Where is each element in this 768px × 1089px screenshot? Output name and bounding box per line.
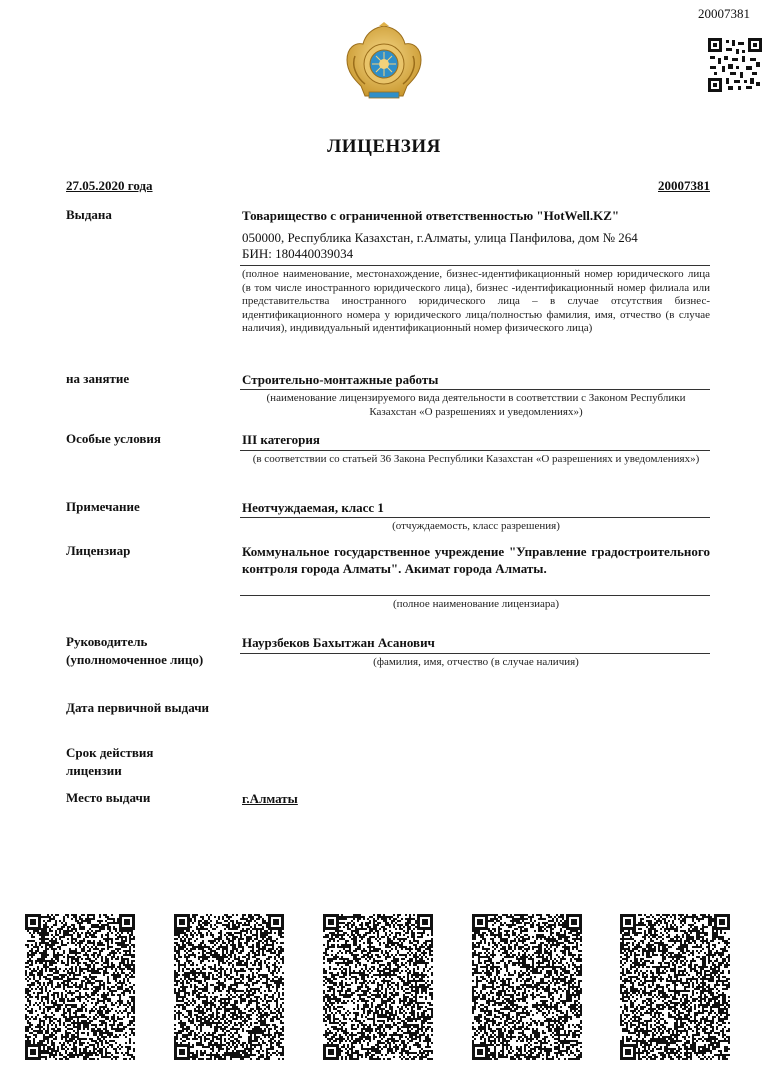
activity-label: на занятие	[66, 371, 130, 386]
head-underline	[240, 653, 710, 654]
remark-label: Примечание	[66, 499, 140, 514]
qr-code-5	[620, 914, 730, 1060]
qr-code-1	[25, 914, 135, 1060]
place-label: Место выдачи	[66, 790, 151, 805]
issued-bin: БИН: 180440039034	[242, 246, 354, 261]
remark-value: Неотчуждаемая, класс 1	[242, 500, 384, 515]
validity-label-line1: Срок действия	[66, 745, 154, 760]
issued-org-name: Товарищество с ограниченной ответственностью "HotWell.KZ"	[242, 208, 620, 223]
document-title: ЛИЦЕНЗИЯ	[327, 136, 441, 157]
activity-note: (наименование лицензируемого вида деятельности в соответствии с Законом Республики Казахстан «О разрешениях и уведомлениях»)	[266, 392, 686, 418]
validity-label-line2: лицензии	[66, 763, 122, 778]
licensor-underline	[240, 595, 710, 596]
issue-date: 27.05.2020 года	[66, 178, 153, 193]
remark-underline	[240, 517, 710, 518]
remark-note: (отчуждаемость, класс разрешения)	[392, 520, 560, 532]
doc-number-top: 20007381	[698, 6, 750, 21]
qr-code-2	[174, 914, 284, 1060]
special-conditions-value: III категория	[242, 432, 320, 447]
issued-label: Выдана	[66, 207, 112, 222]
special-conditions-note: (в соответствии со статьей 36 Закона Республики Казахстан «О разрешениях и уведомлениях»)	[252, 453, 700, 465]
first-issue-label: Дата первичной выдачи	[66, 700, 210, 715]
head-label-line1: Руководитель	[66, 634, 148, 649]
licensor-value: Коммунальное государственное учреждение "Управление градостроительного контроля города Алматы". Акимат города Алматы.	[242, 544, 710, 576]
head-note: (фамилия, имя, отчество (в случае наличия)	[373, 656, 579, 668]
licensor-label: Лицензиар	[66, 543, 131, 558]
place-value: г.Алматы	[242, 791, 298, 806]
qr-code-4	[472, 914, 582, 1060]
qr-code-3	[323, 914, 433, 1060]
activity-value: Строительно-монтажные работы	[242, 372, 439, 387]
small-qr-code	[708, 38, 762, 92]
head-value: Наурзбеков Бахытжан Асанович	[242, 635, 435, 650]
state-emblem-icon	[341, 22, 427, 104]
issued-note: (полное наименование, местонахождение, бизнес-идентификационный номер юридического лица (в том числе иностранного юридического лица), бизнес -идентификационный номер филиала или представительства иностранного юридического лица – в случае отсутствия бизнес-идентификационного номера у юридического лица/полностью фамилия, имя, отчество (в случае наличия), индивидуальный идентификационный номер физического лица)	[242, 268, 710, 334]
issued-address: 050000, Республика Казахстан, г.Алматы, улица Панфилова, дом № 264	[242, 230, 638, 245]
activity-underline	[240, 389, 710, 390]
special-conditions-label: Особые условия	[66, 431, 161, 446]
issued-underline	[240, 265, 710, 266]
license-number: 20007381	[658, 178, 710, 193]
head-label-line2: (уполномоченное лицо)	[66, 652, 204, 667]
special-conditions-underline	[240, 450, 710, 451]
licensor-note: (полное наименование лицензиара)	[393, 598, 559, 610]
